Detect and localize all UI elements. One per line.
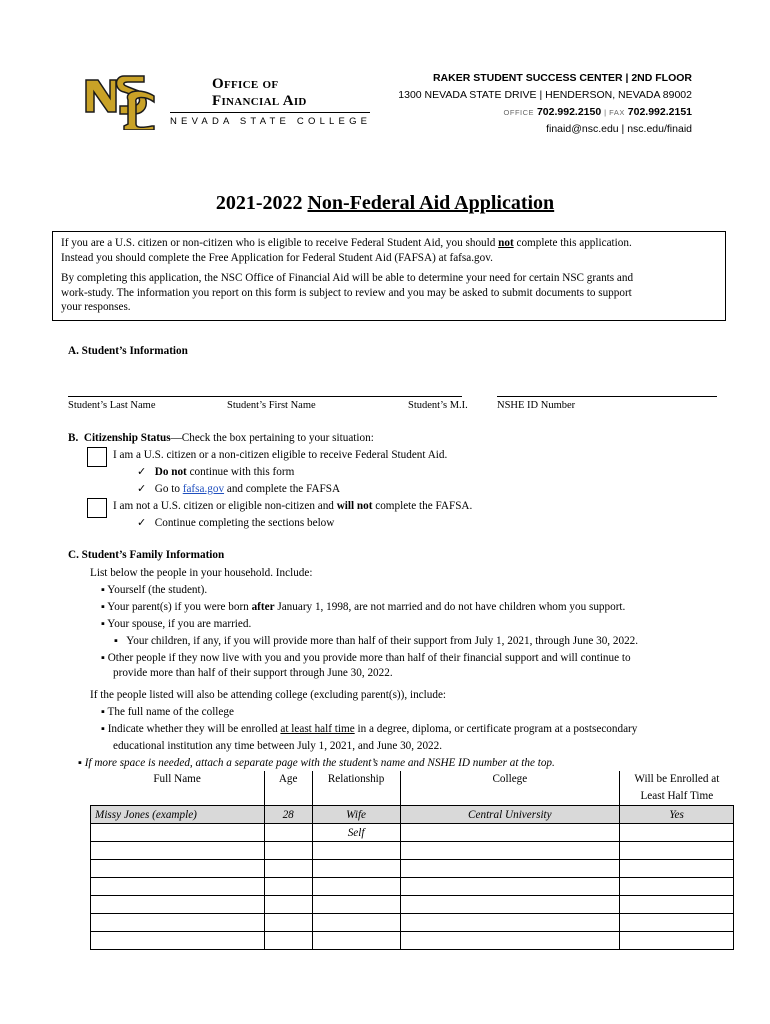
intro-text: By completing this application, the NSC Office of Financial Aid will be able to determine your need for certain NSC grants and <box>61 272 634 284</box>
table-cell[interactable] <box>91 878 265 896</box>
citizen-eligible-checkbox[interactable] <box>87 447 107 467</box>
page-title <box>0 192 770 215</box>
example-enrolled: Yes <box>620 806 734 824</box>
half-time-text: at least half time <box>280 723 355 735</box>
intro-text: Instead you should complete the Free Application for Federal Student Aid (FAFSA) at fafsa.gov. <box>61 251 493 264</box>
intro-text: If you are a U.S. citizen or non-citizen who is eligible to receive Federal Student Aid, you should <box>61 237 499 249</box>
section-b-letter: B. <box>68 432 79 444</box>
sub-text: continue with this form <box>186 466 295 478</box>
table-header-row <box>91 771 734 806</box>
bullet-icon: ▪ <box>114 635 118 647</box>
table-cell[interactable] <box>264 842 312 860</box>
table-cell[interactable] <box>400 824 620 842</box>
example-relationship: Wife <box>312 806 400 824</box>
list-text-cont: provide more than half of their support through June 30, 2022. <box>113 667 393 679</box>
option-2-text <box>113 498 472 515</box>
table-cell[interactable] <box>264 878 312 896</box>
option-2-a: I am not a U.S. citizen or eligible non-citizen and <box>113 500 337 512</box>
household-table <box>90 771 734 950</box>
contact-block <box>398 70 692 138</box>
will-not-text: will not <box>336 500 373 512</box>
contact-web: finaid@nsc.edu | nsc.edu/finaid <box>546 123 692 135</box>
table-cell[interactable] <box>91 860 265 878</box>
list-item <box>101 599 625 616</box>
table-row <box>91 914 734 932</box>
table-row <box>91 932 734 950</box>
section-b-instruction: —Check the box pertaining to your situation: <box>170 432 374 444</box>
table-cell[interactable] <box>312 896 400 914</box>
section-a-heading: A. Student’s Information <box>68 345 188 357</box>
table-cell[interactable] <box>264 824 312 842</box>
college-intro: If the people listed will also be attending college (excluding parent(s)), include: <box>90 689 447 701</box>
table-cell[interactable] <box>312 914 400 932</box>
col-college: College <box>400 771 620 806</box>
list-item <box>114 633 638 650</box>
bullet-icon: ▪ <box>101 652 105 664</box>
col-full-name: Full Name <box>91 771 265 806</box>
example-name: Missy Jones (example) <box>91 806 265 824</box>
mi-label: Student’s M.I. <box>408 400 468 411</box>
contact-address: 1300 NEVADA STATE DRIVE | HENDERSON, NEVADA 89002 <box>398 89 692 101</box>
contact-phones <box>398 104 692 121</box>
table-row <box>91 878 734 896</box>
option-2-b: complete the FAFSA. <box>372 500 473 512</box>
table-cell[interactable] <box>400 914 620 932</box>
table-cell[interactable] <box>620 824 734 842</box>
name-entry-line[interactable] <box>68 396 462 397</box>
office-phone: 702.992.2150 <box>536 106 602 118</box>
table-cell[interactable] <box>91 914 265 932</box>
intro-paragraph-2 <box>61 271 717 315</box>
table-cell[interactable] <box>264 860 312 878</box>
table-cell[interactable] <box>91 932 265 950</box>
table-cell[interactable] <box>400 932 620 950</box>
intro-paragraph-1 <box>61 236 717 265</box>
table-cell[interactable] <box>264 932 312 950</box>
contact-center: RAKER STUDENT SUCCESS CENTER | 2ND FLOOR <box>432 72 692 84</box>
sub-text: Continue completing the sections below <box>154 517 335 529</box>
household-intro: List below the people in your household. Include: <box>90 567 313 579</box>
list-text: in a degree, diploma, or certificate program at a postsecondary <box>354 723 638 735</box>
section-c-heading: C. Student’s Family Information <box>68 549 225 561</box>
fafsa-link[interactable]: fafsa.gov <box>182 483 225 495</box>
table-cell[interactable] <box>264 896 312 914</box>
table-cell[interactable] <box>400 860 620 878</box>
table-cell[interactable] <box>312 860 400 878</box>
college-name: NEVADA STATE COLLEGE <box>170 116 372 127</box>
note-text: If more space is needed, attach a separate page with the student’s name and NSHE ID number at the top. <box>84 757 555 769</box>
col-age: Age <box>264 771 312 806</box>
sub-text: and complete the FAFSA <box>224 483 341 495</box>
table-cell[interactable] <box>312 842 400 860</box>
bullet-icon: ▪ <box>78 757 82 769</box>
option-1-text: I am a U.S. citizen or a non-citizen eligible to receive Federal Student Aid. <box>113 449 448 461</box>
first-name-label: Student’s First Name <box>227 400 316 411</box>
bullet-icon: ▪ <box>101 618 105 630</box>
bullet-icon: ▪ <box>101 584 105 596</box>
table-cell[interactable] <box>400 896 620 914</box>
non-citizen-checkbox[interactable] <box>87 498 107 518</box>
do-not-text: Do not <box>154 466 187 478</box>
table-cell[interactable] <box>264 914 312 932</box>
list-text: Indicate whether they will be enrolled <box>107 723 281 735</box>
bullet-icon: ▪ <box>101 706 105 718</box>
table-cell[interactable] <box>620 932 734 950</box>
fax-phone: 702.992.2151 <box>627 106 692 118</box>
bullet-icon: ▪ <box>101 601 105 613</box>
table-cell[interactable] <box>620 878 734 896</box>
nshe-entry-line[interactable] <box>497 396 717 397</box>
option-2-sub <box>137 515 334 532</box>
office-name <box>212 76 307 110</box>
list-text: The full name of the college <box>107 706 234 718</box>
fax-label: | FAX <box>604 108 625 117</box>
table-row <box>91 896 734 914</box>
intro-text: work-study. The information you report on this form is subject to review and you may be asked to submit documents to support <box>61 286 632 299</box>
table-cell[interactable] <box>620 896 734 914</box>
table-row <box>91 824 734 842</box>
title-year: 2021-2022 <box>215 192 303 214</box>
list-text: Yourself (the student). <box>107 584 208 596</box>
list-text: January 1, 1998, are not married and do not have children whom you support. <box>274 601 626 613</box>
section-b-heading <box>68 430 374 447</box>
table-cell[interactable] <box>620 860 734 878</box>
intro-text: your responses. <box>61 301 131 313</box>
nsc-logo <box>84 72 160 130</box>
after-text: after <box>251 601 275 613</box>
office-line1: Office of <box>212 76 279 92</box>
list-item <box>101 582 207 599</box>
nshe-label: NSHE ID Number <box>497 400 576 411</box>
title-name: Non-Federal Aid Application <box>307 192 555 214</box>
col-relationship: Relationship <box>312 771 400 806</box>
self-label: Self <box>312 824 400 842</box>
table-cell[interactable] <box>620 914 734 932</box>
office-rule <box>170 112 370 113</box>
office-line2: Financial Aid <box>212 93 307 109</box>
intro-box <box>52 231 726 321</box>
list-text-cont: educational institution any time between July 1, 2021, and June 30, 2022. <box>113 740 443 752</box>
checkmark-icon: ✓ <box>137 517 147 529</box>
list-item <box>101 704 234 721</box>
list-item <box>101 721 637 738</box>
table-cell[interactable] <box>91 824 265 842</box>
section-b-title: Citizenship Status <box>83 432 171 444</box>
list-text: Your parent(s) if you were born <box>107 601 252 613</box>
table-row <box>91 860 734 878</box>
last-name-label: Student’s Last Name <box>68 400 156 411</box>
space-note <box>78 755 555 772</box>
table-cell[interactable] <box>91 896 265 914</box>
table-cell[interactable] <box>620 842 734 860</box>
table-cell[interactable] <box>400 878 620 896</box>
example-age: 28 <box>264 806 312 824</box>
table-cell[interactable] <box>312 932 400 950</box>
option-1-sub-1 <box>137 464 294 481</box>
intro-text: complete this application. <box>513 237 632 249</box>
checkmark-icon: ✓ <box>137 483 147 495</box>
table-cell[interactable] <box>91 842 265 860</box>
col-enrolled: Will be Enrolled at Least Half Time <box>620 771 734 806</box>
sub-text: Go to <box>154 483 183 495</box>
bullet-icon: ▪ <box>101 723 105 735</box>
table-cell[interactable] <box>400 842 620 860</box>
list-text: Your spouse, if you are married. <box>107 618 252 630</box>
list-text: Your children, if any, if you will provide more than half of their support from July 1, 2021, through June 30, 2022. <box>126 635 639 647</box>
option-1-sub-2 <box>137 481 340 498</box>
list-text: Other people if they now live with you and you provide more than half of their financial support and will continue to <box>107 652 631 664</box>
table-cell[interactable] <box>312 878 400 896</box>
intro-not: not <box>498 237 514 249</box>
example-college: Central University <box>400 806 620 824</box>
office-label: OFFICE <box>503 108 535 117</box>
table-row <box>91 842 734 860</box>
list-item <box>101 616 251 633</box>
checkmark-icon: ✓ <box>137 466 147 478</box>
table-row-example <box>91 806 734 824</box>
